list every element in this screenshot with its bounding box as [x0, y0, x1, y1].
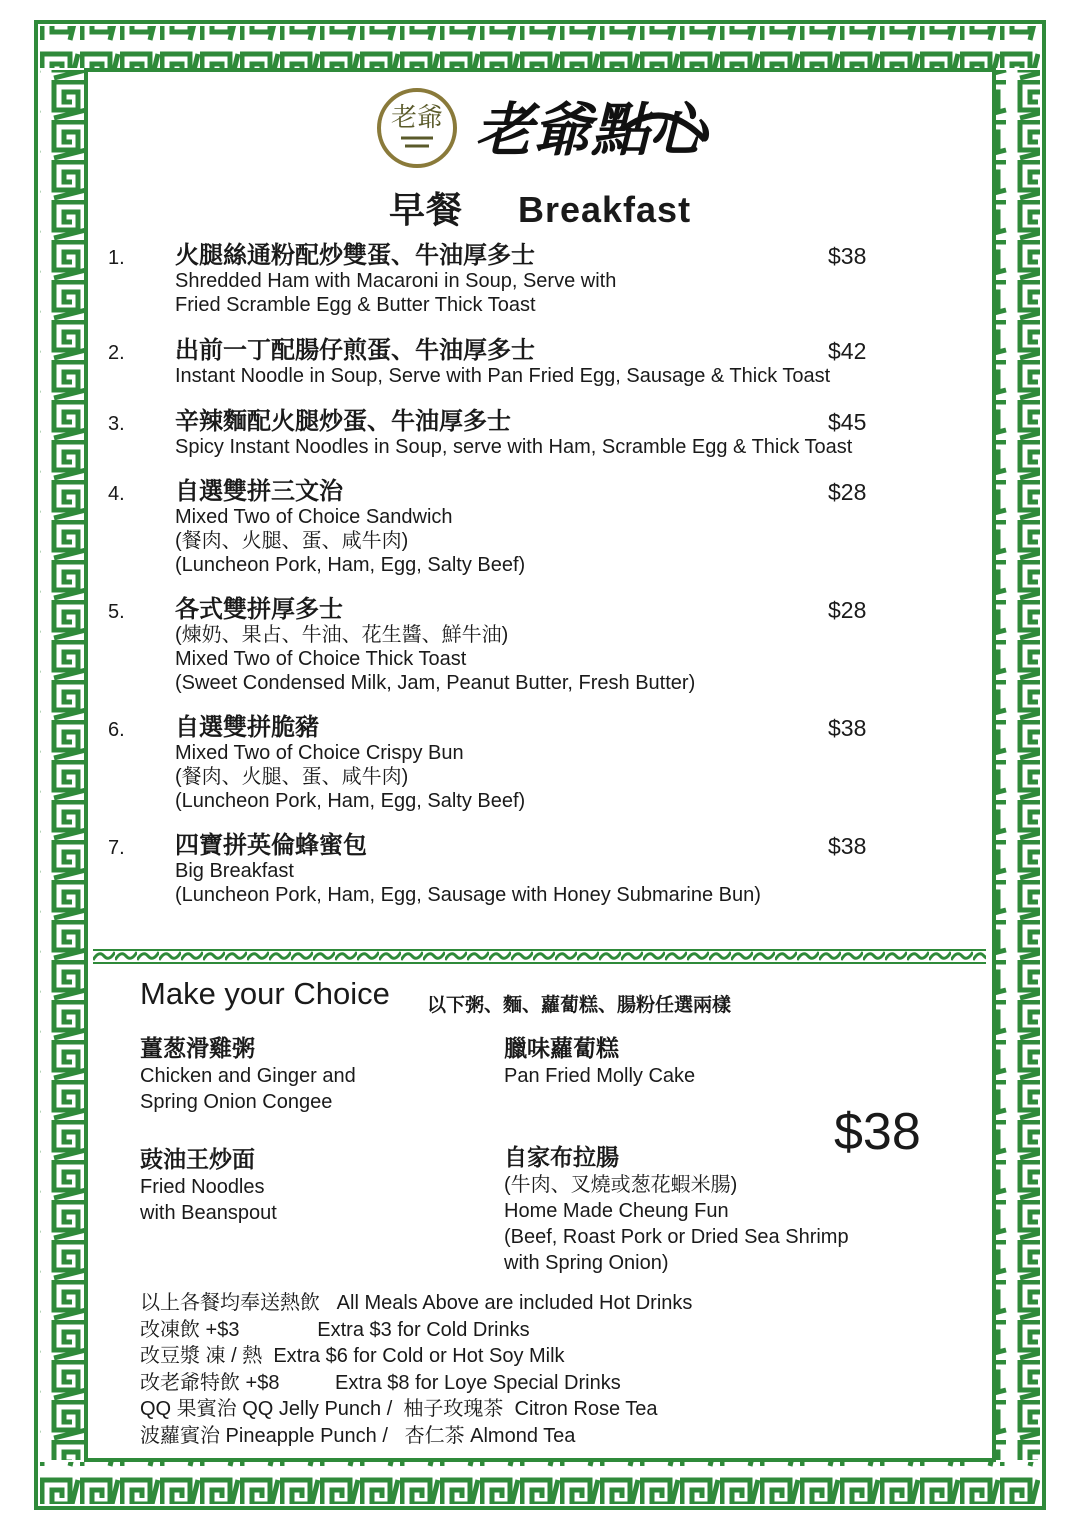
- option-radish-cake: [504, 1033, 695, 1089]
- option-zh: 豉油王炒面: [140, 1146, 255, 1172]
- item-description: (餐肉、火腿、蛋、咸牛肉): [175, 530, 409, 552]
- item-price: $38: [828, 243, 867, 269]
- item-description: Mixed Two of Choice Thick Toast: [175, 648, 467, 670]
- drinks-line: 改凍飲 +$3 Extra $3 for Cold Drinks: [140, 1318, 530, 1341]
- item-description: Mixed Two of Choice Sandwich: [175, 506, 453, 528]
- item-number: 2.: [108, 342, 125, 364]
- item-price: $45: [828, 409, 867, 435]
- item-description: (Luncheon Pork, Ham, Egg, Salty Beef): [175, 790, 526, 812]
- drinks-line: 改老爺特飲 +$8 Extra $8 for Loye Special Drinks: [140, 1371, 621, 1394]
- option-congee: [140, 1033, 356, 1115]
- item-body: [175, 597, 935, 695]
- item-price: $28: [828, 597, 867, 623]
- page-title: [0, 182, 1080, 233]
- title-en: Breakfast: [517, 189, 692, 230]
- item-description: Shredded Ham with Macaroni in Soup, Serve with: [175, 270, 617, 292]
- logo-seal-text: 老爺: [390, 103, 444, 133]
- item-description: Spicy Instant Noodles in Soup, serve with Ham, Scramble Egg & Thick Toast: [175, 436, 853, 458]
- item-description: (Luncheon Pork, Ham, Egg, Sausage with Honey Submarine Bun): [175, 884, 761, 906]
- item-name-zh: 各式雙拼厚多士: [175, 596, 343, 623]
- item-body: [175, 479, 935, 577]
- item-body: [175, 833, 935, 907]
- option-zh: 自家布拉腸: [504, 1144, 619, 1170]
- option-line: Fried Noodles: [140, 1176, 265, 1198]
- item-body: [175, 715, 935, 813]
- item-description: Mixed Two of Choice Crispy Bun: [175, 742, 464, 764]
- item-description: Fried Scramble Egg & Butter Thick Toast: [175, 294, 536, 316]
- item-name-zh: 自選雙拼脆豬: [175, 714, 319, 741]
- item-description: (Sweet Condensed Milk, Jam, Peanut Butter, Fresh Butter): [175, 672, 696, 694]
- option-line: (Beef, Roast Pork or Dried Sea Shrimp: [504, 1226, 849, 1248]
- item-price: $28: [828, 479, 867, 505]
- option-line: with Beanspout: [140, 1202, 277, 1224]
- ornamental-divider: [93, 948, 986, 964]
- item-number: 1.: [108, 247, 125, 269]
- option-zh: 薑葱滑雞粥: [140, 1035, 255, 1061]
- item-price: $38: [828, 833, 867, 859]
- choice-price: $38: [834, 1103, 921, 1161]
- item-name-zh: 四寶拼英倫蜂蜜包: [175, 832, 367, 859]
- choice-subtitle: 以下粥、麵、蘿蔔糕、腸粉任選兩樣: [427, 995, 732, 1016]
- item-body: [175, 243, 935, 317]
- option-line: (牛肉、叉燒或葱花蝦米腸): [504, 1174, 738, 1196]
- option-zh: 臘味蘿蔔糕: [504, 1035, 619, 1061]
- item-price: $38: [828, 715, 867, 741]
- option-line: Home Made Cheung Fun: [504, 1200, 729, 1222]
- item-number: 5.: [108, 601, 125, 623]
- item-body: [175, 338, 935, 388]
- drinks-line: 改豆漿 凍 / 熱 Extra $6 for Cold or Hot Soy Milk: [140, 1345, 565, 1367]
- option-line: with Spring Onion): [504, 1252, 669, 1274]
- drinks-line: QQ 果賓治 QQ Jelly Punch / 柚子玫瑰茶 Citron Rose Tea: [140, 1398, 658, 1420]
- item-description: (煉奶、果占、牛油、花生醬、鮮牛油): [175, 624, 509, 646]
- option-line: Spring Onion Congee: [140, 1091, 333, 1113]
- item-number: 7.: [108, 837, 125, 859]
- item-name-zh: 自選雙拼三文治: [175, 478, 343, 505]
- item-name-zh: 辛辣麵配火腿炒蛋、牛油厚多士: [175, 408, 511, 435]
- item-price: $42: [828, 338, 867, 364]
- item-number: 3.: [108, 413, 125, 435]
- item-name-zh: 出前一丁配腸仔煎蛋、牛油厚多士: [175, 337, 535, 364]
- item-description: Instant Noodle in Soup, Serve with Pan Fried Egg, Sausage & Thick Toast: [175, 365, 831, 387]
- item-body: [175, 409, 935, 459]
- logo-brand-script: 老爺點心: [475, 96, 708, 164]
- item-name-zh: 火腿絲通粉配炒雙蛋、牛油厚多士: [175, 242, 535, 269]
- drinks-info: [140, 1290, 940, 1449]
- item-description: (餐肉、火腿、蛋、咸牛肉): [175, 766, 409, 788]
- item-number: 4.: [108, 483, 125, 505]
- choice-title: Make your Choice: [140, 976, 390, 1011]
- option-line: Chicken and Ginger and: [140, 1065, 356, 1087]
- drinks-line: 以上各餐均奉送熱飲 All Meals Above are included Hot Drinks: [140, 1292, 693, 1314]
- option-fried-noodles: [140, 1144, 277, 1226]
- drinks-line: 波蘿賓治 Pineapple Punch / 杏仁茶 Almond Tea: [140, 1424, 576, 1447]
- option-cheung-fun: [504, 1142, 849, 1276]
- restaurant-logo: [375, 78, 715, 178]
- title-zh: 早餐: [388, 189, 463, 230]
- item-number: 6.: [108, 719, 125, 741]
- option-line: Pan Fried Molly Cake: [504, 1065, 696, 1087]
- item-description: Big Breakfast: [175, 860, 294, 882]
- item-description: (Luncheon Pork, Ham, Egg, Salty Beef): [175, 554, 526, 576]
